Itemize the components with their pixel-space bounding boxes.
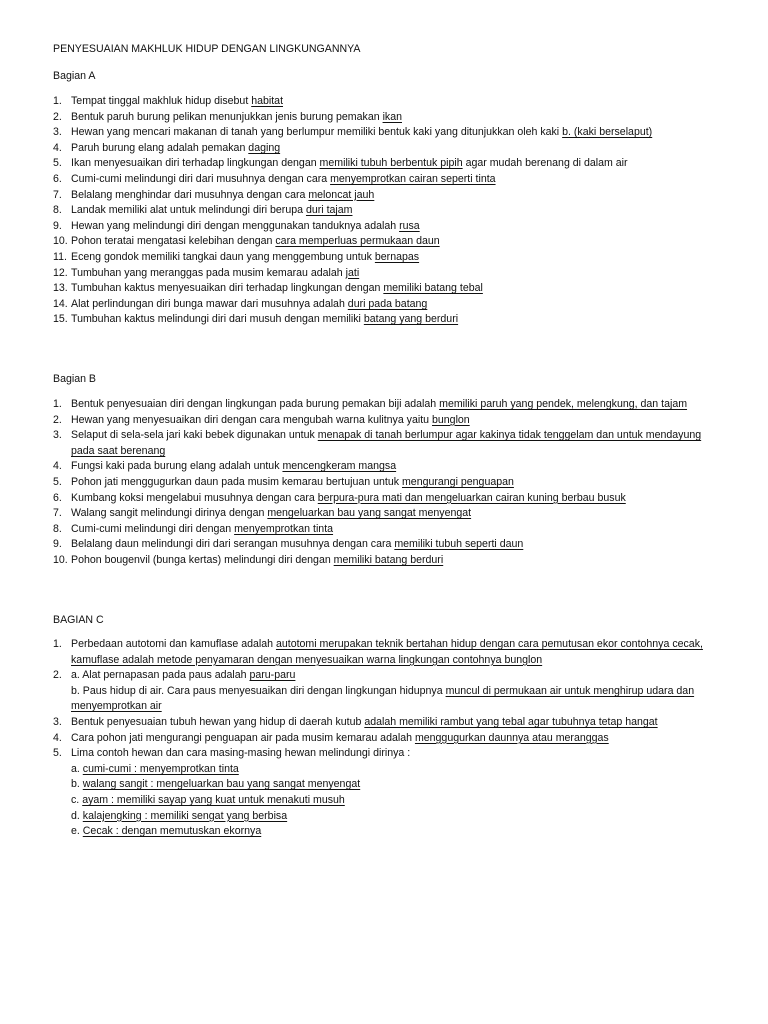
example-letter: e. (71, 825, 83, 838)
question-text: Eceng gondok memiliki tangkai daun yang menggembung untuk (71, 250, 375, 263)
item-number: 5. (53, 157, 62, 170)
question-text: Hewan yang menyesuaikan diri dengan cara mengubah warna kulitnya yaitu (71, 413, 432, 426)
item-number: 1. (53, 95, 62, 107)
item-number: 9. (53, 219, 62, 232)
list-item (53, 637, 721, 668)
item-number: 15. (53, 313, 68, 326)
example-item (71, 793, 721, 809)
answer-text: b. (kaki berselaput) (562, 126, 653, 139)
list-item (53, 266, 721, 282)
question-text: Cumi-cumi melindungi diri dengan (71, 522, 235, 535)
item-number: 7. (53, 507, 62, 520)
list-item (53, 297, 721, 313)
item-number: 10. (53, 553, 68, 566)
item-number: 8. (53, 522, 62, 535)
question-text: Tumbuhan yang meranggas pada musim kemarau adalah (71, 266, 346, 279)
answer-text: habitat (251, 95, 284, 107)
list-item (53, 397, 721, 413)
answer-text: duri pada batang (347, 297, 428, 310)
section-a-heading: Bagian A (53, 70, 96, 82)
example-text: cumi-cumi : menyemprotkan tinta (82, 762, 239, 775)
item-number: 1. (53, 398, 62, 410)
answer-text: mengeluarkan bau yang sangat menyengat (267, 507, 472, 520)
list-item (53, 250, 721, 266)
list-item (53, 281, 721, 297)
question-text: Pohon bougenvil (bunga kertas) melindungi diri dengan (71, 553, 334, 566)
answer-text: jati (345, 266, 360, 279)
example-item (71, 824, 721, 840)
example-letter: d. (71, 809, 83, 822)
question-text: Bentuk penyesuaian tubuh hewan yang hidup di daerah kutub (71, 715, 365, 728)
question-text: Ikan menyesuaikan diri terhadap lingkungan dengan (71, 157, 320, 170)
example-letter: b. (71, 778, 83, 791)
item-number: 3. (53, 429, 62, 442)
section-c-heading: BAGIAN C (53, 614, 104, 626)
item-number: 9. (53, 538, 62, 551)
item-number: 4. (53, 141, 62, 154)
item-number: 4. (53, 460, 62, 473)
question-text-continued: agar mudah berenang di dalam air (462, 157, 628, 170)
section-b-list (53, 397, 721, 569)
answer-text: menyemprotkan tinta (234, 522, 334, 535)
example-item (71, 777, 721, 793)
list-item (53, 141, 721, 157)
question-text: Landak memiliki alat untuk melindungi diri berupa (71, 204, 306, 217)
answer-text: autotomi merupakan teknik bertahan hidup dengan cara pemutusan ekor contohnya cecak, kamuflase adalah metode penyamaran dengan menyesuaikan warna lingkungan contohnya bunglon (71, 638, 703, 666)
question-text: a. Alat pernapasan pada paus adalah (71, 669, 250, 682)
list-item (53, 553, 721, 569)
item-number: 3. (53, 126, 62, 139)
list-item (53, 156, 721, 172)
answer-text: memiliki tubuh seperti daun (394, 538, 524, 551)
item-number: 14. (53, 297, 68, 310)
question-text: Pohon jati menggugurkan daun pada musim kemarau bertujuan untuk (71, 475, 402, 488)
list-item (53, 188, 721, 204)
item-number: 11. (53, 250, 67, 263)
list-item (53, 234, 721, 250)
question-text: Lima contoh hewan dan cara masing-masing hewan melindungi dirinya : (71, 747, 411, 760)
item-number: 2. (53, 413, 62, 426)
item-number: 7. (53, 188, 62, 201)
answer-text: mengurangi penguapan (401, 475, 514, 488)
question-text: Hewan yang melindungi diri dengan menggunakan tanduknya adalah (71, 219, 400, 232)
answer-text: bunglon (432, 413, 470, 426)
example-letter: a. (71, 762, 83, 775)
answer-text: muncul di permukaan air untuk menghirup udara dan menyemprotkan air (71, 684, 695, 713)
question-text: Perbedaan autotomi dan kamuflase adalah (71, 638, 276, 650)
item-number: 10. (53, 235, 68, 248)
example-text: ayam : memiliki sayap yang kuat untuk menakuti musuh (82, 793, 345, 806)
question-text: Cara pohon jati mengurangi penguapan air pada musim kemarau adalah (71, 731, 415, 744)
example-text: Cecak : dengan memutuskan ekornya (82, 825, 262, 838)
answer-text: ikan (382, 110, 402, 123)
list-item (53, 506, 721, 522)
item-number: 2. (53, 669, 62, 682)
item-number: 13. (53, 282, 68, 295)
answer-text: memiliki batang berduri (333, 553, 444, 566)
list-item (53, 110, 721, 126)
list-item (53, 475, 721, 491)
answer-text: memiliki batang tebal (383, 282, 483, 295)
list-item (53, 428, 721, 459)
question-text: Hewan yang mencari makanan di tanah yang berlumpur memiliki bentuk kaki yang ditunjukkan oleh kaki (71, 126, 563, 139)
list-item (53, 715, 721, 731)
question-text: Walang sangit melindungi dirinya dengan (71, 507, 268, 520)
section-c-list (53, 637, 721, 840)
answer-text: memiliki paruh yang pendek, melengkung, dan tajam (439, 398, 688, 410)
question-text: Belalang menghindar dari musuhnya dengan cara (71, 188, 309, 201)
answer-text: paru-paru (249, 669, 296, 682)
answer-text: menapak di tanah berlumpur agar kakinya tidak tenggelam dan untuk mendayung pada saat berenang (71, 429, 702, 457)
list-item (53, 522, 721, 538)
list-item (53, 537, 721, 553)
sub-question (71, 684, 721, 715)
item-number: 5. (53, 747, 62, 760)
question-text: Pohon teratai mengatasi kelebihan dengan (71, 235, 276, 248)
answer-text: daging (248, 141, 281, 154)
question-text: Cumi-cumi melindungi diri dari musuhnya dengan cara (71, 172, 331, 185)
question-text: Alat perlindungan diri bunga mawar dari musuhnya adalah (71, 297, 348, 310)
item-number: 6. (53, 491, 62, 504)
list-item (53, 219, 721, 235)
item-number: 8. (53, 204, 62, 217)
list-item (53, 312, 721, 328)
item-number: 12. (53, 266, 68, 279)
question-text: b. Paus hidup di air. Cara paus menyesuaikan diri dengan lingkungan hidupnya (71, 684, 446, 697)
question-text: Paruh burung elang adalah pemakan (71, 141, 249, 154)
section-b-heading: Bagian B (53, 373, 96, 385)
question-text: Tempat tinggal makhluk hidup disebut (71, 95, 252, 107)
answer-text: memiliki tubuh berbentuk pipih (319, 157, 463, 170)
item-number: 5. (53, 475, 62, 488)
list-item (53, 413, 721, 429)
example-text: kalajengking : memiliki sengat yang berbisa (82, 809, 288, 822)
example-item (71, 809, 721, 825)
item-number: 6. (53, 172, 62, 185)
list-item (53, 731, 721, 747)
answer-text: adalah memiliki rambut yang tebal agar tubuhnya tetap hangat (364, 715, 658, 728)
question-text: Selaput di sela-sela jari kaki bebek digunakan untuk (71, 429, 318, 442)
answer-text: meloncat jauh (308, 188, 375, 201)
list-item (53, 746, 721, 840)
list-item (53, 172, 721, 188)
answer-text: menyemprotkan cairan seperti tinta (330, 172, 496, 185)
question-text: Fungsi kaki pada burung elang adalah untuk (71, 460, 283, 473)
section-a-list (53, 94, 721, 328)
item-number: 3. (53, 715, 62, 728)
question-text: Bentuk paruh burung pelikan menunjukkan jenis burung pemakan (71, 110, 383, 123)
answer-text: bernapas (374, 250, 420, 263)
question-text: Belalang daun melindungi diri dari serangan musuhnya dengan cara (71, 538, 395, 551)
list-item (53, 94, 721, 110)
question-text: Bentuk penyesuaian diri dengan lingkungan pada burung pemakan biji adalah (71, 398, 440, 410)
question-text: Tumbuhan kaktus melindungi diri dari musuh dengan memiliki (71, 313, 364, 326)
answer-text: mencengkeram mangsa (282, 460, 397, 473)
list-item (53, 491, 721, 507)
item-number: 1. (53, 638, 62, 650)
example-text: walang sangit : mengeluarkan bau yang sangat menyengat (82, 778, 361, 791)
answer-text: duri tajam (305, 204, 353, 217)
item-number: 4. (53, 731, 62, 744)
answer-text: cara memperluas permukaan daun (275, 235, 440, 248)
example-letter: c. (71, 793, 83, 806)
document-title: PENYESUAIAN MAKHLUK HIDUP DENGAN LINGKUNGANNYA (53, 43, 361, 55)
answer-text: rusa (399, 219, 420, 232)
list-item (53, 459, 721, 475)
question-text: Tumbuhan kaktus menyesuaikan diri terhadap lingkungan dengan (71, 282, 384, 295)
list-item (53, 668, 721, 715)
list-item (53, 125, 721, 141)
answer-text: berpura-pura mati dan mengeluarkan cairan kuning berbau busuk (317, 491, 626, 504)
list-item (53, 203, 721, 219)
answer-text: batang yang berduri (363, 313, 459, 326)
item-number: 2. (53, 110, 62, 123)
answer-text: menggugurkan daunnya atau meranggas (414, 731, 609, 744)
example-item (71, 762, 721, 778)
question-text: Kumbang koksi mengelabui musuhnya dengan cara (71, 491, 318, 504)
